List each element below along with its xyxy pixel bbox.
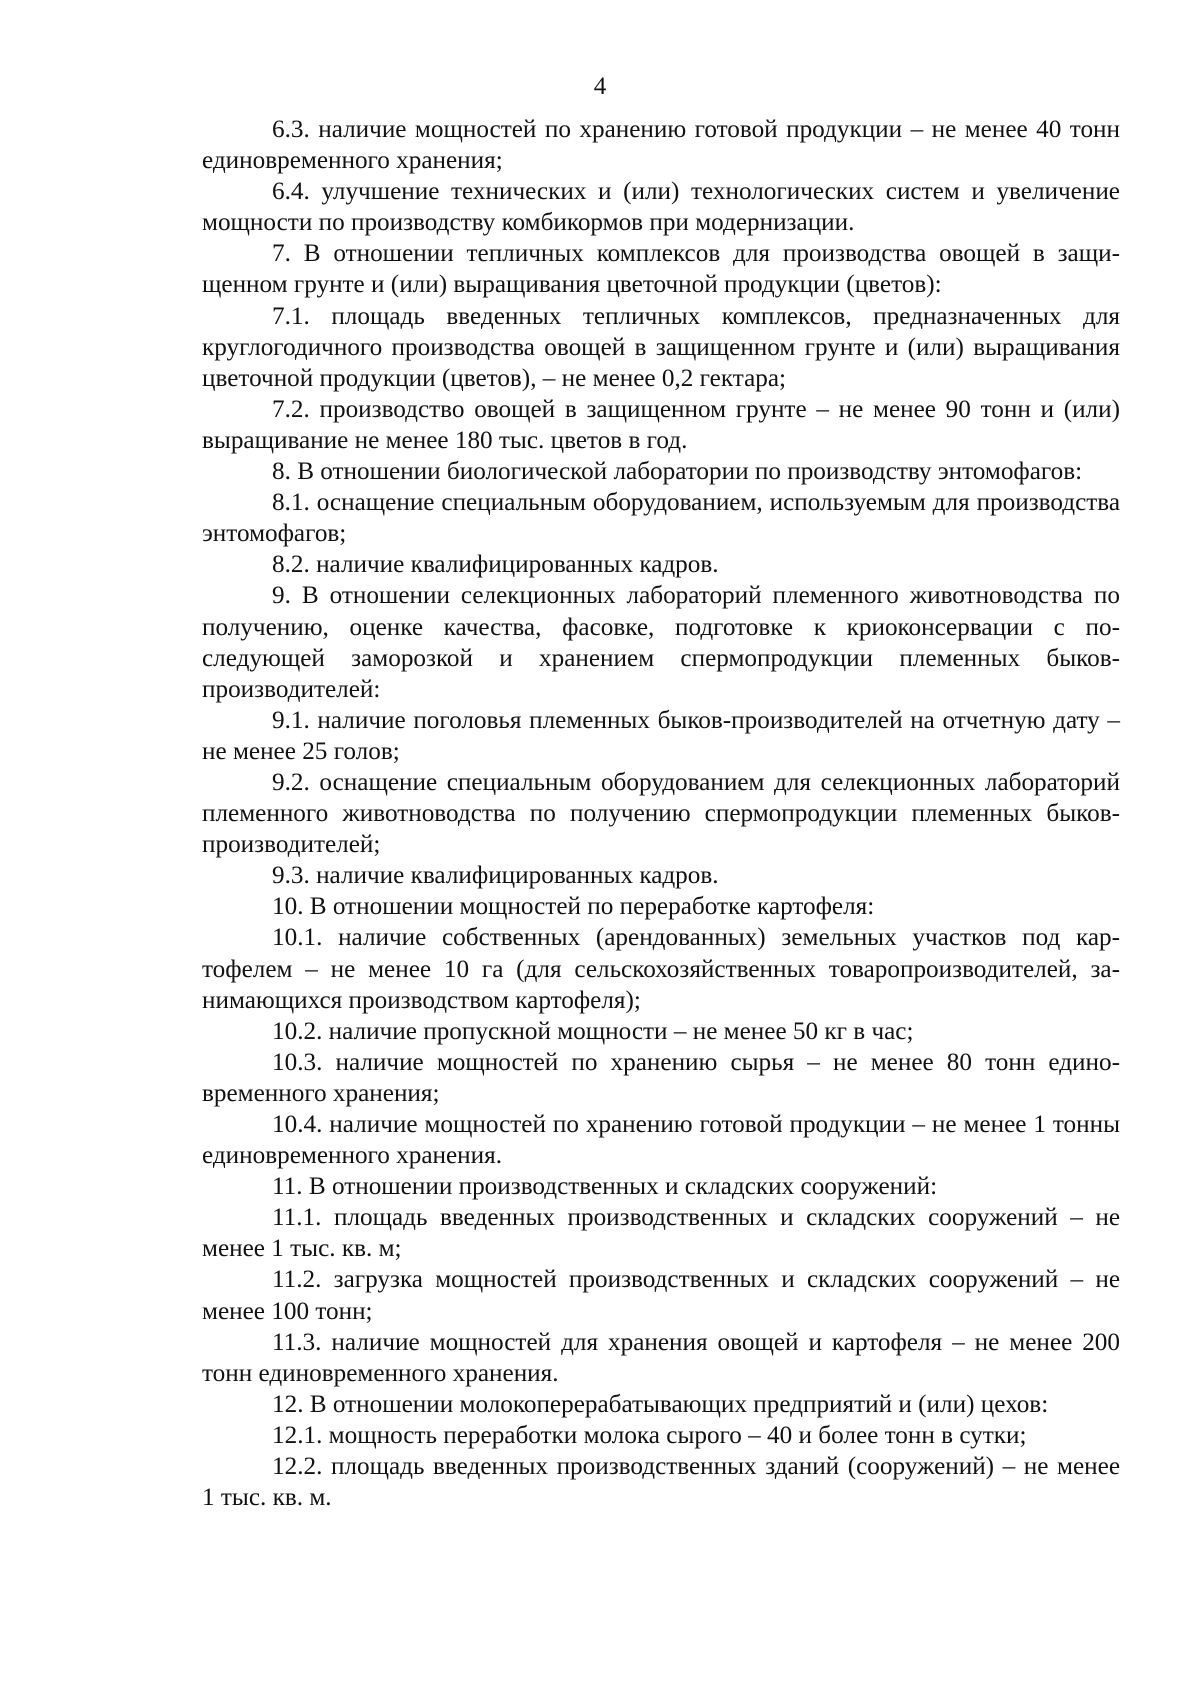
- paragraph-7-1: 7.1. площадь введенных тепличных комплексов, предназначенных для круглогодичного производства овощей в защищенном грунте и (или) выращивания цветочной продукции (цветов), – не менее 0,2 гектара;: [202, 302, 1120, 392]
- page-number: 4: [593, 73, 607, 100]
- paragraph-8: 8. В отношении биологической лаборатории по производству энтомофагов:: [272, 458, 1083, 486]
- paragraph-7-2: 7.2. производство овощей в защищенном грунте – не менее 90 тонн и (или) выращивание не менее 180 тыс. цветов в год.: [202, 395, 1120, 454]
- paragraph-7: 7. В отношении тепличных комплексов для производства овощей в защищенном грунте и (или) выращивания цветочной продукции (цветов):: [202, 240, 1120, 299]
- paragraph-12: 12. В отношении молокоперерабатывающих предприятий и (или) цехов:: [272, 1390, 1049, 1418]
- paragraph-6-3: 6.3. наличие мощностей по хранению готовой продукции – не менее 40 тонн единовременного хранения;: [202, 116, 1120, 175]
- paragraph-9-3: 9.3. наличие квалифицированных кадров.: [272, 862, 719, 890]
- paragraph-8-2: 8.2. наличие квалифицированных кадров.: [272, 551, 719, 579]
- paragraph-10-3: 10.3. наличие мощностей по хранению сырья – не менее 80 тонн единовременного хранения;: [202, 1048, 1120, 1107]
- paragraph-11-2: 11.2. загрузка мощностей производственных и складских сооружений – не менее 100 тонн;: [202, 1266, 1120, 1325]
- paragraph-11-3: 11.3. наличие мощностей для хранения овощей и картофеля – не менее 200 тонн единовременного хранения.: [202, 1328, 1120, 1387]
- paragraph-10-2: 10.2. наличие пропускной мощности – не менее 50 кг в час;: [272, 1017, 914, 1045]
- paragraph-8-1: 8.1. оснащение специальным оборудованием, используемым для производства энтомофагов;: [202, 489, 1120, 548]
- paragraph-9-1: 9.1. наличие поголовья племенных быков-производителей на отчетную дату – не менее 25 голов;: [202, 706, 1120, 765]
- paragraph-12-1: 12.1. мощность переработки молока сырого – 40 и более тонн в сутки;: [272, 1421, 1027, 1449]
- paragraph-6-4: 6.4. улучшение технических и (или) технологических систем и увеличение мощности по производству комбикормов при модернизации.: [202, 178, 1120, 237]
- paragraph-10-1: 10.1. наличие собственных (арендованных) земельных участков под картофелем – не менее 10 га (для сельскохозяйственных товаропроизводителей, занимающихся производством картофеля);: [202, 924, 1120, 1014]
- document-body: [202, 114, 1120, 1513]
- paragraph-11: 11. В отношении производственных и складских сооружений:: [272, 1173, 938, 1201]
- paragraph-9-2: 9.2. оснащение специальным оборудованием для селекционных лабораторий племенного животноводства по получению спермопродукции племенных быков-производителей;: [202, 768, 1120, 859]
- paragraph-10-4: 10.4. наличие мощностей по хранению готовой продукции – не менее 1 тонны единовременного хранения.: [202, 1111, 1120, 1170]
- paragraph-11-1: 11.1. площадь введенных производственных и складских сооружений – не менее 1 тыс. кв. м;: [202, 1204, 1120, 1263]
- paragraph-12-2: 12.2. площадь введенных производственных зданий (сооружений) – не менее 1 тыс. кв. м.: [202, 1453, 1120, 1512]
- paragraph-10: 10. В отношении мощностей по переработке картофеля:: [272, 893, 875, 921]
- paragraph-9: 9. В отношении селекционных лабораторий племенного животноводства по получению, оценке качества, фасовке, подготовке к криоконсервации с последующей заморозкой и хранением спермопродукции племенных быков-производителей:: [202, 582, 1120, 703]
